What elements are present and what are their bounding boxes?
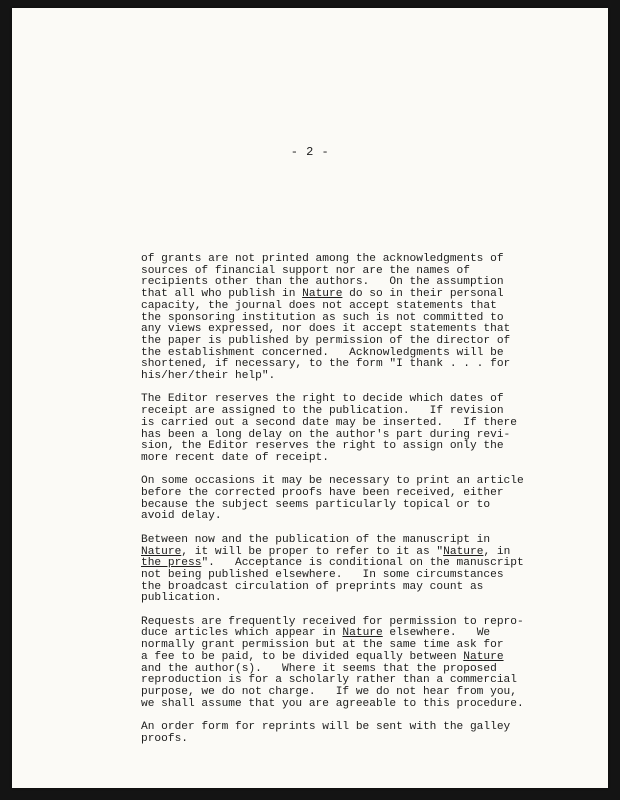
text-line: Requests are frequently received for permission to repro-	[141, 615, 524, 628]
text-line: duce articles which appear in Nature elsewhere. We	[141, 627, 491, 640]
text-line: recipients other than the authors. On the assumption	[141, 276, 504, 289]
text-line: proofs.	[141, 732, 188, 745]
text-line: sion, the Editor reserves the right to assign only the	[141, 440, 504, 453]
text-line: and the author(s). Where it seems that the proposed	[141, 662, 497, 675]
text-line: purpose, we do not charge. If we do not hear from you,	[141, 685, 517, 698]
paragraph-1	[141, 254, 581, 383]
document-body	[141, 254, 581, 757]
text-line: the press". Acceptance is conditional on the manuscript	[141, 557, 524, 570]
text-line: a fee to be paid, to be divided equally between Nature	[141, 650, 504, 663]
underlined-title: Nature	[443, 545, 484, 558]
text-line: has been a long delay on the author's part during revi-	[141, 428, 511, 441]
text-line: normally grant permission but at the same time ask for	[141, 639, 504, 652]
text-line: any views expressed, nor does it accept statements that	[141, 323, 511, 336]
text-line: sources of financial support nor are the names of	[141, 264, 470, 277]
text-line: Between now and the publication of the manuscript in	[141, 533, 491, 546]
text-line: avoid delay.	[141, 510, 222, 523]
paragraph-4	[141, 535, 581, 605]
text-line: reproduction is for a scholarly rather than a commercial	[141, 674, 517, 687]
text-line: publication.	[141, 592, 222, 605]
paragraph-2	[141, 394, 581, 464]
text-line: of grants are not printed among the acknowledgments of	[141, 253, 504, 265]
text-line: An order form for reprints will be sent with the galley	[141, 721, 511, 734]
paragraph-6	[141, 722, 581, 745]
text-line: capacity, the journal does not accept statements that	[141, 299, 497, 312]
text-line: the sponsoring institution as such is not committed to	[141, 311, 504, 324]
underlined-title: Nature	[141, 545, 182, 558]
paragraph-5	[141, 617, 581, 711]
paragraph-3	[141, 476, 581, 523]
text-line: Nature, it will be proper to refer to it as "Nature, in	[141, 545, 511, 558]
text-line: because the subject seems particularly topical or to	[141, 498, 491, 511]
text-line: we shall assume that you are agreeable to this procedure.	[141, 697, 524, 710]
text-line: that all who publish in Nature do so in their personal	[141, 288, 504, 301]
text-line: On some occasions it may be necessary to print an article	[141, 475, 524, 488]
document-page	[12, 8, 608, 788]
text-line: the paper is published by permission of the director of	[141, 334, 511, 347]
underlined-title: the press	[141, 557, 202, 570]
text-line: not being published elsewhere. In some circumstances	[141, 568, 504, 581]
text-line: more recent date of receipt.	[141, 451, 329, 464]
underlined-title: Nature	[342, 627, 383, 640]
text-line: shortened, if necessary, to the form "I thank . . . for	[141, 358, 511, 371]
underlined-title: Nature	[463, 650, 504, 663]
underlined-title: Nature	[302, 288, 343, 301]
page-number: - 2 -	[290, 145, 330, 159]
text-line: The Editor reserves the right to decide which dates of	[141, 393, 504, 406]
text-line: receipt are assigned to the publication. If revision	[141, 405, 504, 418]
text-line: before the corrected proofs have been received, either	[141, 487, 504, 500]
text-line: his/her/their help".	[141, 370, 276, 383]
text-line: is carried out a second date may be inserted. If there	[141, 416, 517, 429]
text-line: the establishment concerned. Acknowledgments will be	[141, 346, 504, 359]
text-line: the broadcast circulation of preprints may count as	[141, 580, 484, 593]
